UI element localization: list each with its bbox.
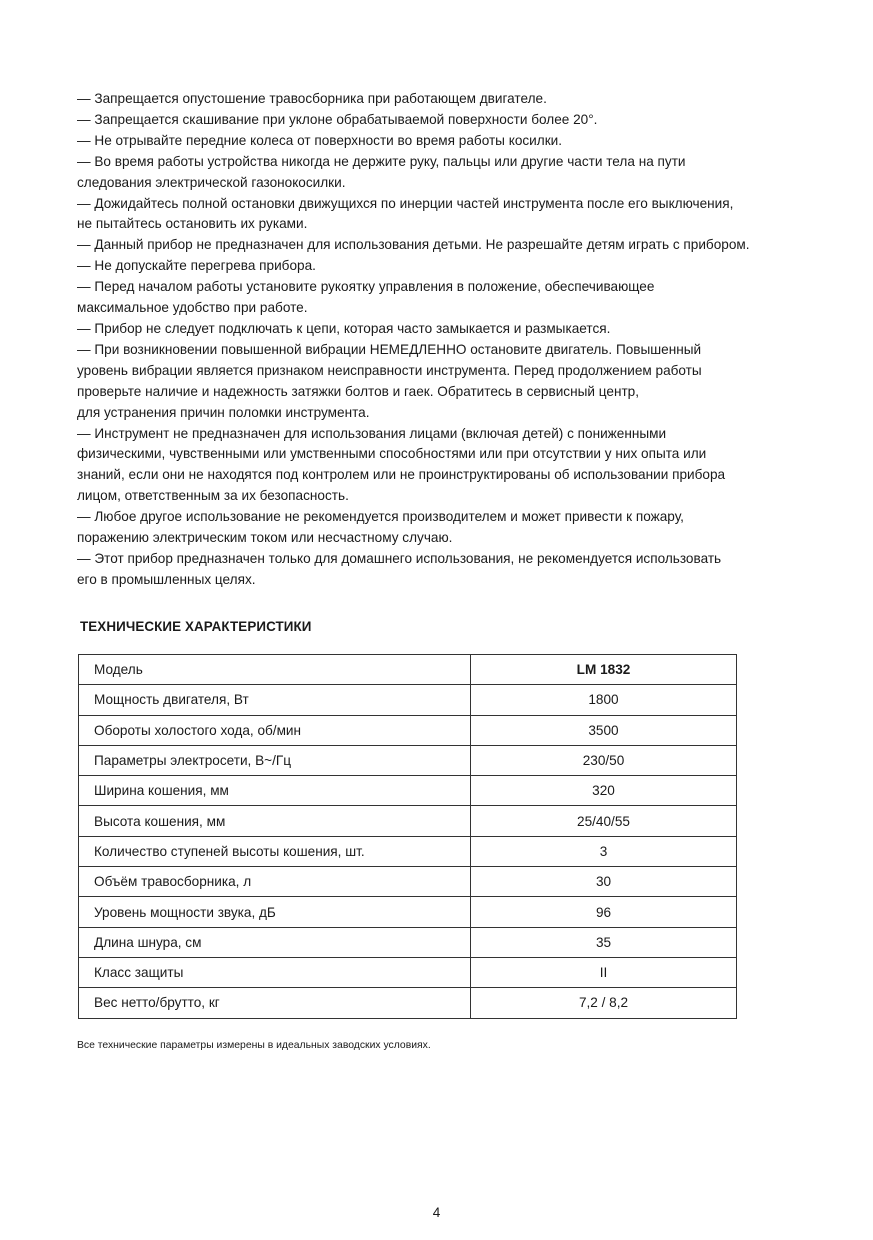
table-row	[79, 655, 737, 685]
spec-value: 7,2 / 8,2	[471, 988, 737, 1018]
spec-label: Класс защиты	[79, 957, 471, 987]
spec-value: 230/50	[471, 745, 737, 775]
spec-value: 25/40/55	[471, 806, 737, 836]
warning-line: — Инструмент не предназначен для использования лицами (включая детей) с пониженными	[77, 425, 667, 441]
warning-line: лицом, ответственным за их безопасность.	[77, 488, 349, 504]
spec-value: 320	[471, 776, 737, 806]
warning-line: — Перед началом работы установите рукоятку управления в положение, обеспечивающее	[77, 279, 655, 295]
table-row	[79, 685, 737, 715]
spec-value: 3	[471, 836, 737, 866]
warning-line: — Запрещается опустошение травосборника при работающем двигателе.	[77, 91, 547, 106]
table-row	[79, 715, 737, 745]
warning-line: максимальное удобство при работе.	[77, 300, 308, 316]
warning-line: — Не отрывайте передние колеса от поверхности во время работы косилки.	[77, 132, 563, 148]
table-row	[79, 806, 737, 836]
warning-line: — Данный прибор не предназначен для использования детьми. Не разрешайте детям играть с прибором.	[77, 237, 750, 253]
page-number: 4	[432, 1205, 441, 1220]
spec-value: 3500	[471, 715, 737, 745]
warning-line: не пытайтесь остановить их руками.	[77, 216, 308, 232]
warning-line: знаний, если они не находятся под контролем или не проинструктированы об использовании прибора	[77, 467, 726, 483]
safety-warnings	[77, 89, 837, 591]
spec-value: 35	[471, 927, 737, 957]
spec-label: Вес нетто/брутто, кг	[79, 988, 471, 1018]
spec-label: Длина шнура, см	[79, 927, 471, 957]
specs-title: ТЕХНИЧЕСКИЕ ХАРАКТЕРИСТИКИ	[80, 619, 312, 634]
table-row	[79, 776, 737, 806]
warning-line: его в промышленных целях.	[77, 571, 256, 587]
spec-label: Мощность двигателя, Вт	[79, 685, 471, 715]
warning-line: — Не допускайте перегрева прибора.	[77, 258, 316, 274]
spec-label: Уровень мощности звука, дБ	[79, 897, 471, 927]
warning-line: следования электрической газонокосилки.	[77, 174, 346, 190]
spec-value: 30	[471, 867, 737, 897]
spec-label: Обороты холостого хода, об/мин	[79, 715, 471, 745]
specs-table	[78, 654, 737, 1019]
warning-line: — При возникновении повышенной вибрации НЕМЕДЛЕННО остановите двигатель. Повышенный	[77, 341, 702, 357]
warning-line: проверьте наличие и надежность затяжки болтов и гаек. Обратитесь в сервисный центр,	[77, 383, 640, 399]
table-row	[79, 836, 737, 866]
spec-label: Ширина кошения, мм	[79, 776, 471, 806]
table-row	[79, 745, 737, 775]
warning-line: — Этот прибор предназначен только для домашнего использования, не рекомендуется использовать	[77, 550, 722, 566]
spec-value: II	[471, 957, 737, 987]
spec-label: Количество ступеней высоты кошения, шт.	[79, 836, 471, 866]
table-row	[79, 988, 737, 1018]
table-row	[79, 867, 737, 897]
warning-line: уровень вибрации является признаком неисправности инструмента. Перед продолжением работы	[77, 362, 702, 378]
spec-label: Объём травосборника, л	[79, 867, 471, 897]
table-row	[79, 927, 737, 957]
warning-line: — Запрещается скашивание при уклоне обрабатываемой поверхности более 20°.	[77, 111, 598, 127]
table-row	[79, 957, 737, 987]
warning-line: — Во время работы устройства никогда не держите руку, пальцы или другие части тела на пути	[77, 153, 686, 169]
spec-value: 96	[471, 897, 737, 927]
warning-line: поражению электрическим током или несчастному случаю.	[77, 530, 453, 546]
spec-label: Параметры электросети, В~/Гц	[79, 745, 471, 775]
spec-value: LM 1832	[471, 655, 737, 685]
warning-line: — Дожидайтесь полной остановки движущихся по инерции частей инструмента после его выключения,	[77, 195, 734, 211]
specs-footnote: Все технические параметры измерены в идеальных заводских условиях.	[77, 1040, 431, 1051]
table-row	[79, 897, 737, 927]
warning-line: — Прибор не следует подключать к цепи, которая часто замыкается и размыкается.	[77, 320, 611, 336]
spec-value: 1800	[471, 685, 737, 715]
spec-label: Модель	[79, 655, 471, 685]
warning-line: физическими, чувственными или умственными способностями или при отсутствии у них опыта или	[77, 446, 707, 462]
warning-line: для устранения причин поломки инструмента.	[77, 404, 370, 420]
spec-label: Высота кошения, мм	[79, 806, 471, 836]
warning-line: — Любое другое использование не рекомендуется производителем и может привести к пожару,	[77, 509, 684, 525]
